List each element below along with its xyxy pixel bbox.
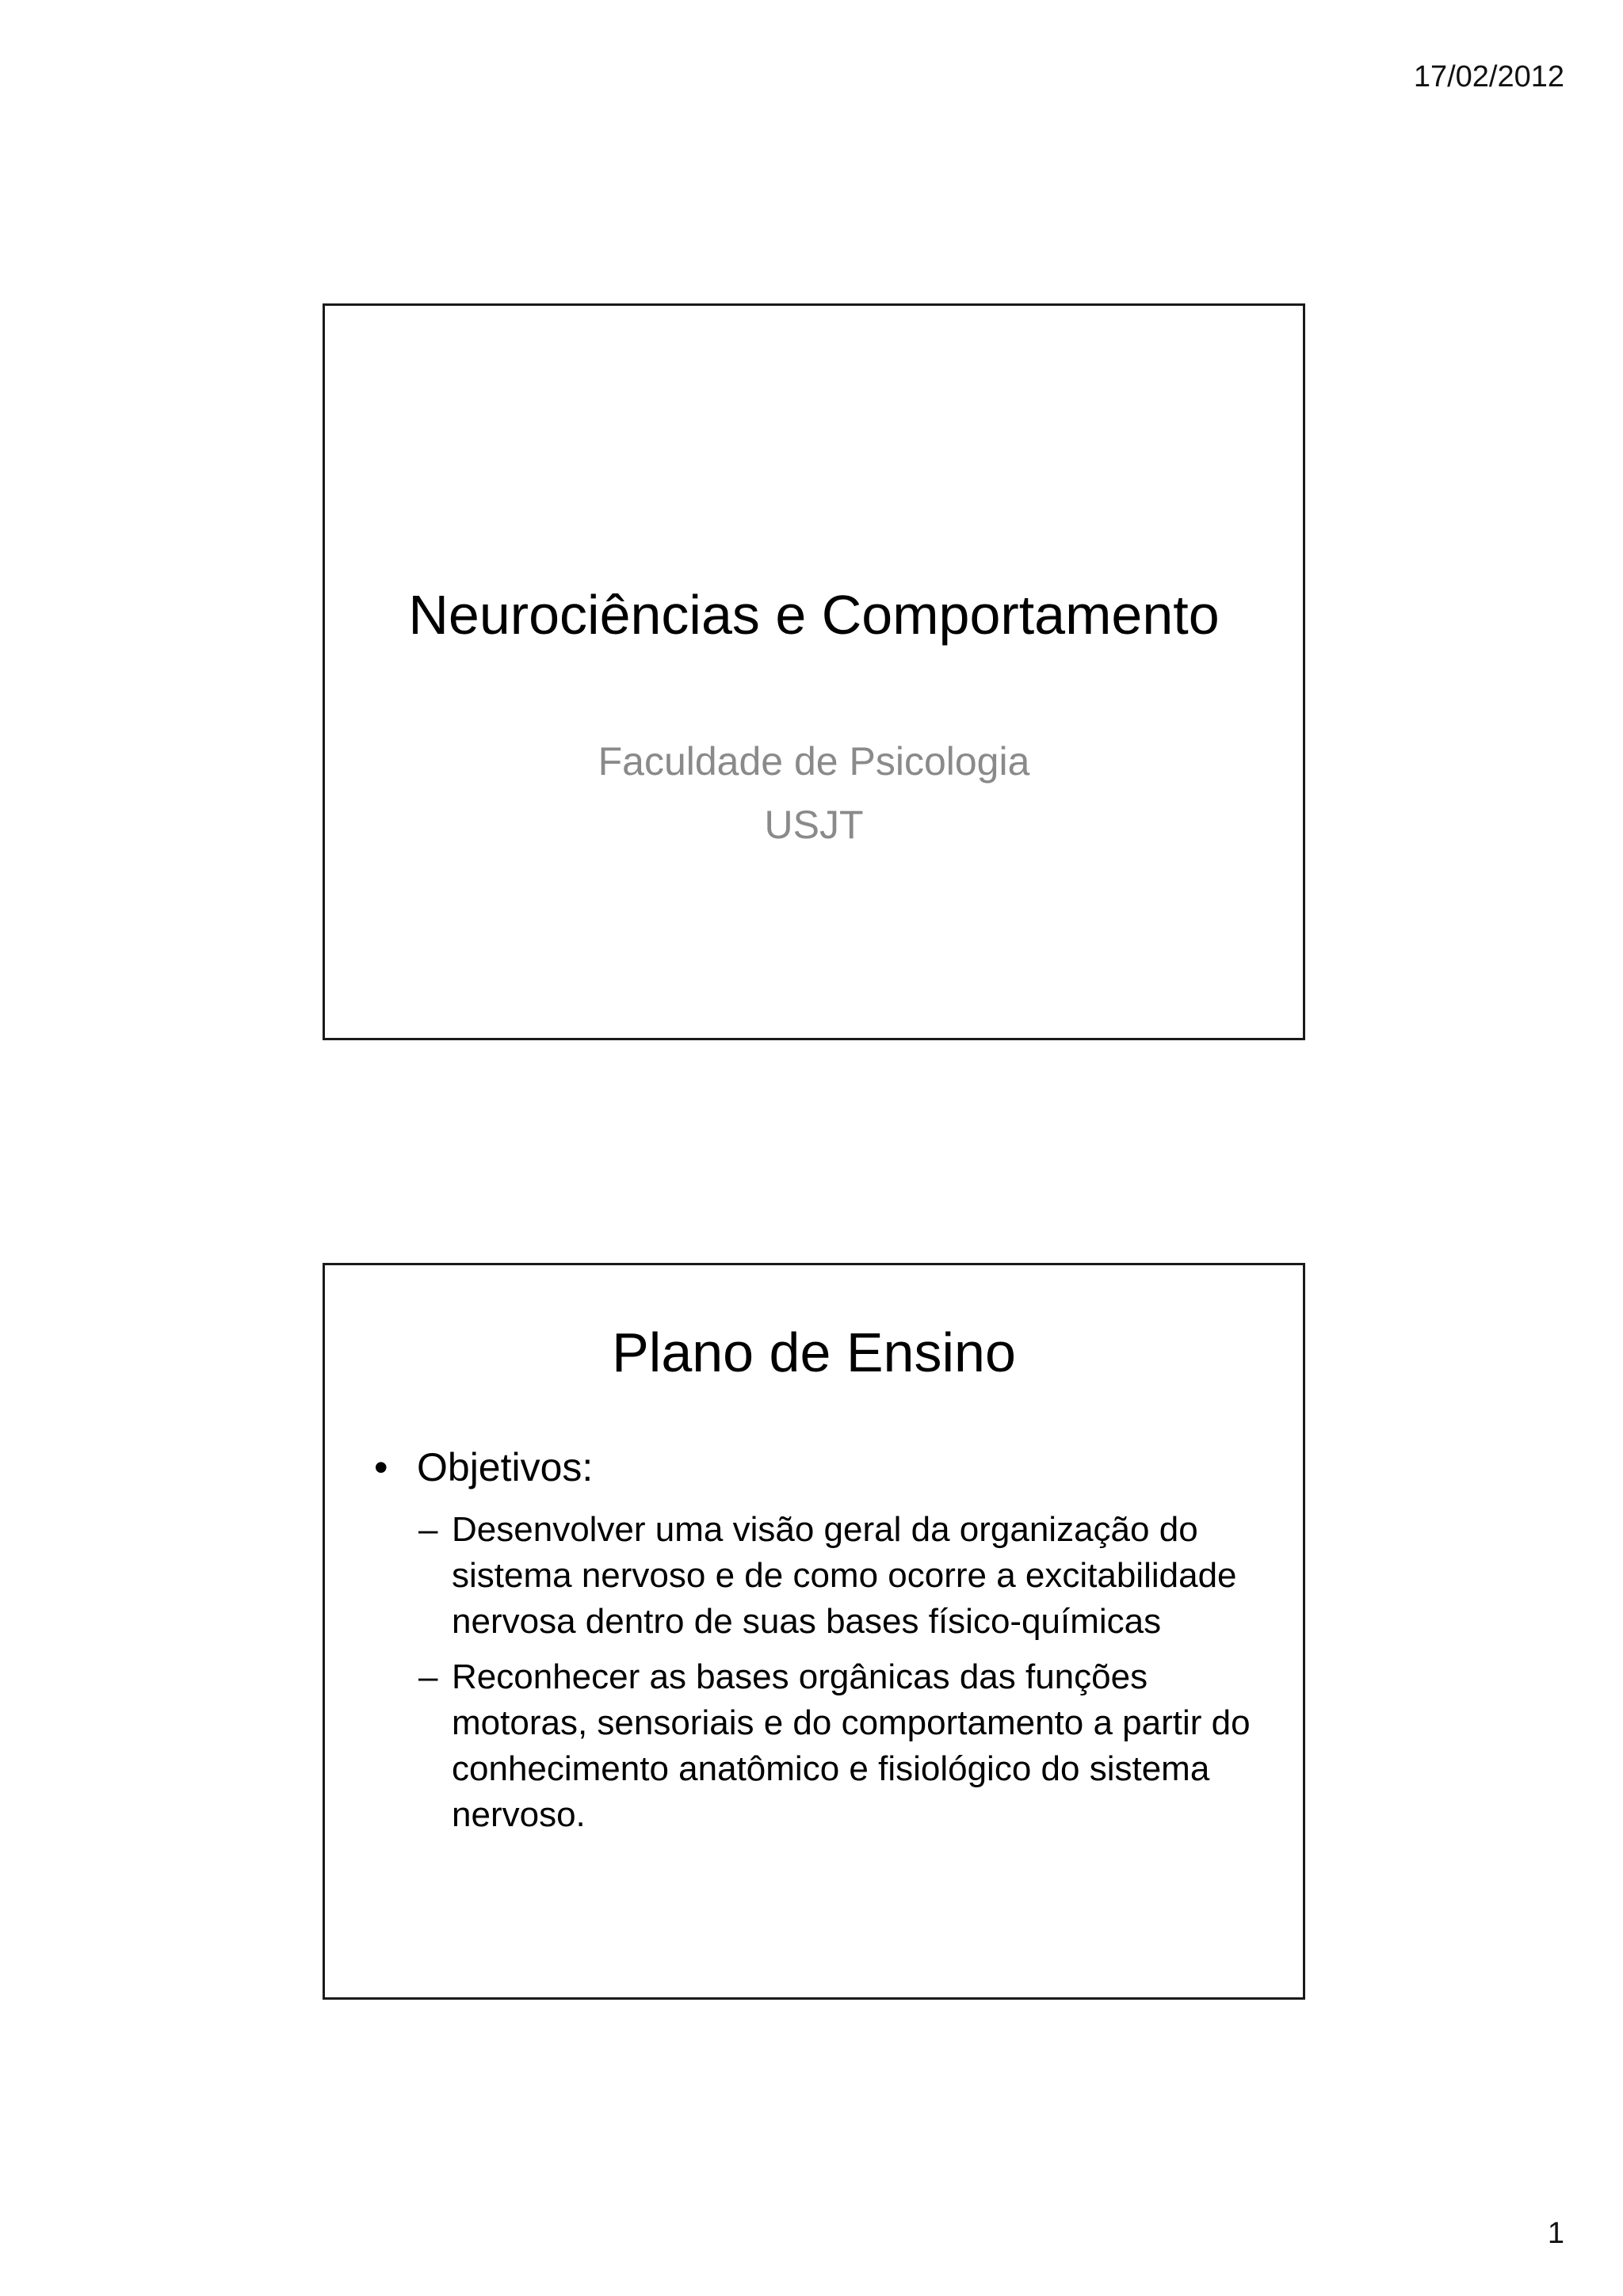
- sub-bullet-text: Desenvolver uma visão geral da organização do sistema nervoso e de como ocorre a excitabilidade nervosa dentro de suas bases físico-químicas: [452, 1510, 1237, 1641]
- subtitle-line-faculty: Faculdade de Psicologia: [598, 739, 1030, 784]
- page-date: 17/02/2012: [1413, 60, 1564, 93]
- sub-bullet-item: [374, 1507, 1255, 1645]
- bullet-text: Objetivos:: [417, 1445, 594, 1489]
- page-number: 1: [1547, 2217, 1564, 2250]
- slide-title: [323, 303, 1305, 1040]
- subtitle-line-institution: USJT: [764, 803, 864, 847]
- sub-bullet-text: Reconhecer as bases orgânicas das funções motoras, sensoriais e do comportamento a partir do conhecimento anatômico e fisiológico do sistema nervoso.: [452, 1657, 1251, 1834]
- slide-plano-de-ensino: [323, 1263, 1305, 2000]
- bullet-item: [374, 1444, 1255, 1491]
- bullet-dot-icon: •: [374, 1445, 388, 1489]
- dash-icon: –: [418, 1510, 438, 1549]
- slide-title-heading: Neurociências e Comportamento: [408, 584, 1220, 646]
- sub-bullet-item: [374, 1654, 1255, 1838]
- slide-subtitle: [325, 730, 1303, 856]
- slide-heading: Plano de Ensino: [612, 1322, 1016, 1383]
- sub-bullet-group: [374, 1507, 1255, 1838]
- sub-bullet-list: [374, 1507, 1255, 1838]
- bullet-list: [374, 1444, 1255, 1848]
- dash-icon: –: [418, 1657, 438, 1696]
